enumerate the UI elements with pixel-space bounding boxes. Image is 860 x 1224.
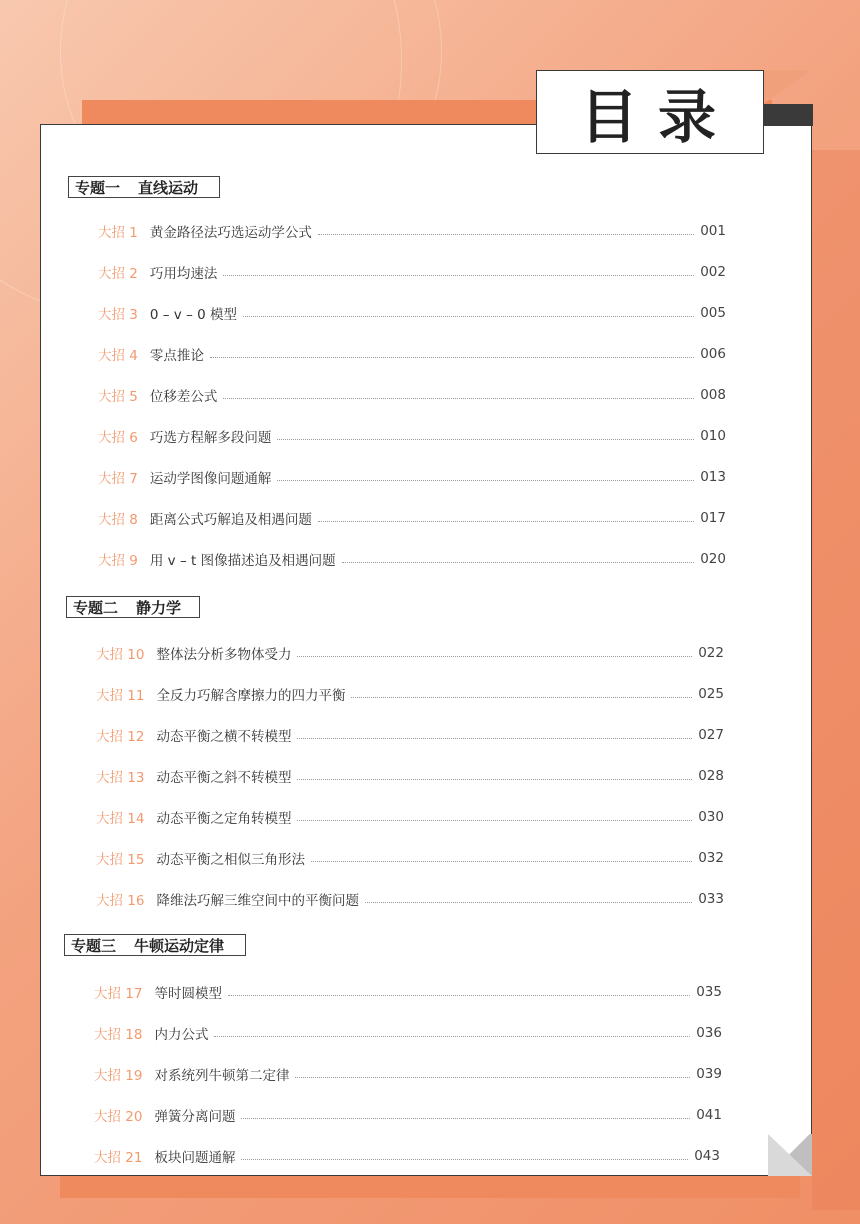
- entry-label: 大招 7: [98, 471, 138, 487]
- entry-label: 大招 13: [96, 770, 145, 786]
- section-heading[interactable]: [64, 934, 246, 956]
- dot-leader: [295, 1077, 690, 1078]
- entry-page: 002: [700, 264, 726, 280]
- dot-leader: [311, 861, 692, 862]
- page-curl: [768, 1134, 812, 1176]
- entry-page: 013: [700, 469, 726, 485]
- dot-leader: [297, 779, 692, 780]
- entry-title: 弹簧分离问题: [154, 1109, 236, 1125]
- dot-leader: [351, 697, 692, 698]
- dot-leader: [297, 738, 692, 739]
- entry-page: 020: [700, 551, 726, 567]
- entry-label: 大招 15: [96, 852, 145, 868]
- toc-entry[interactable]: [98, 549, 726, 569]
- toc-entry[interactable]: [96, 766, 724, 786]
- entry-title: 用 v – t 图像描述追及相遇问题: [149, 553, 336, 569]
- entry-page: 025: [698, 686, 724, 702]
- entry-label: 大招 5: [98, 389, 138, 405]
- entry-label: 大招 16: [96, 893, 145, 909]
- dot-leader: [318, 234, 694, 235]
- entry-label: 大招 9: [98, 553, 138, 569]
- entry-title: 黄金路径法巧选运动学公式: [149, 225, 312, 241]
- dot-leader: [210, 357, 694, 358]
- dot-leader: [365, 902, 692, 903]
- toc-entry[interactable]: [98, 344, 726, 364]
- entry-label: 大招 14: [96, 811, 145, 827]
- entry-page: 032: [698, 850, 724, 866]
- entry-page: 010: [700, 428, 726, 444]
- entry-label: 大招 1: [98, 225, 138, 241]
- section-name: 牛顿运动定律: [134, 936, 225, 955]
- entry-title: 动态平衡之定角转模型: [156, 811, 292, 827]
- entry-title: 全反力巧解含摩擦力的四力平衡: [156, 688, 346, 704]
- entry-page: 039: [696, 1066, 722, 1082]
- title-box: [536, 70, 764, 154]
- section-label: 专题三: [71, 936, 117, 955]
- entry-page: 027: [698, 727, 724, 743]
- entry-page: 006: [700, 346, 726, 362]
- entry-page: 022: [698, 645, 724, 661]
- entry-title: 整体法分析多物体受力: [156, 647, 292, 663]
- entry-label: 大招 4: [98, 348, 138, 364]
- section-heading[interactable]: [68, 176, 220, 198]
- toc-entry[interactable]: [98, 508, 726, 528]
- entry-title: 动态平衡之横不转模型: [156, 729, 292, 745]
- entry-title: 巧选方程解多段问题: [149, 430, 272, 446]
- toc-entry[interactable]: [96, 684, 724, 704]
- entry-label: 大招 20: [94, 1109, 143, 1125]
- toc-entry[interactable]: [98, 467, 726, 487]
- entry-label: 大招 18: [94, 1027, 143, 1043]
- entry-label: 大招 11: [96, 688, 145, 704]
- dot-leader: [277, 480, 694, 481]
- entry-page: 008: [700, 387, 726, 403]
- entry-title: 板块问题通解: [154, 1150, 236, 1166]
- decorative-band: [812, 150, 860, 1210]
- title-tab-decoration: [763, 70, 811, 104]
- toc-entry[interactable]: [98, 262, 726, 282]
- toc-entry[interactable]: [94, 1146, 720, 1166]
- dot-leader: [243, 316, 694, 317]
- toc-entry[interactable]: [96, 807, 724, 827]
- entry-title: 位移差公式: [149, 389, 218, 405]
- section-heading[interactable]: [66, 596, 200, 618]
- entry-label: 大招 12: [96, 729, 145, 745]
- entry-title: 对系统列牛顿第二定律: [154, 1068, 290, 1084]
- entry-label: 大招 21: [94, 1150, 143, 1166]
- entry-page: 017: [700, 510, 726, 526]
- dot-leader: [228, 995, 690, 996]
- entry-title: 零点推论: [149, 348, 204, 364]
- entry-label: 大招 6: [98, 430, 138, 446]
- toc-entry[interactable]: [96, 889, 724, 909]
- entry-page: 035: [696, 984, 722, 1000]
- title-tab-decoration: [763, 104, 813, 126]
- section-label: 专题一: [75, 178, 121, 197]
- entry-label: 大招 2: [98, 266, 138, 282]
- dot-leader: [318, 521, 694, 522]
- entry-label: 大招 19: [94, 1068, 143, 1084]
- section-name: 静力学: [136, 598, 182, 617]
- toc-entry[interactable]: [98, 385, 726, 405]
- entry-page: 028: [698, 768, 724, 784]
- entry-page: 030: [698, 809, 724, 825]
- entry-page: 041: [696, 1107, 722, 1123]
- entry-title: 巧用均速法: [149, 266, 218, 282]
- entry-title: 动态平衡之相似三角形法: [156, 852, 305, 868]
- entry-page: 005: [700, 305, 726, 321]
- dot-leader: [297, 820, 692, 821]
- toc-entry[interactable]: [98, 303, 726, 323]
- entry-title: 距离公式巧解追及相遇问题: [149, 512, 312, 528]
- page-title: 目录: [579, 83, 736, 151]
- toc-entry[interactable]: [94, 1064, 722, 1084]
- entry-label: 大招 3: [98, 307, 138, 323]
- section-name: 直线运动: [138, 178, 199, 197]
- dot-leader: [214, 1036, 690, 1037]
- dot-leader: [241, 1159, 688, 1160]
- dot-leader: [241, 1118, 690, 1119]
- section-label: 专题二: [73, 598, 119, 617]
- toc-entry[interactable]: [96, 725, 724, 745]
- entry-title: 内力公式: [154, 1027, 209, 1043]
- toc-entry[interactable]: [94, 1105, 722, 1125]
- entry-title: 等时圆模型: [154, 986, 222, 1002]
- toc-entry[interactable]: [98, 426, 726, 446]
- entry-label: 大招 8: [98, 512, 138, 528]
- entry-page: 036: [696, 1025, 722, 1041]
- toc-entry[interactable]: [96, 848, 724, 868]
- entry-page: 033: [698, 891, 724, 907]
- entry-title: 降维法巧解三维空间中的平衡问题: [156, 893, 359, 909]
- toc-entry[interactable]: [96, 643, 724, 663]
- entry-title: 0 – v – 0 模型: [149, 307, 238, 323]
- toc-entry[interactable]: [94, 982, 722, 1002]
- dot-leader: [342, 562, 695, 563]
- entry-label: 大招 10: [96, 647, 145, 663]
- entry-page: 001: [700, 223, 726, 239]
- toc-entry[interactable]: [94, 1023, 722, 1043]
- entry-label: 大招 17: [94, 986, 143, 1002]
- entry-title: 运动学图像问题通解: [149, 471, 272, 487]
- dot-leader: [297, 656, 692, 657]
- entry-title: 动态平衡之斜不转模型: [156, 770, 292, 786]
- dot-leader: [277, 439, 694, 440]
- dot-leader: [223, 275, 694, 276]
- dot-leader: [223, 398, 694, 399]
- entry-page: 043: [694, 1148, 720, 1164]
- toc-entry[interactable]: [98, 221, 726, 241]
